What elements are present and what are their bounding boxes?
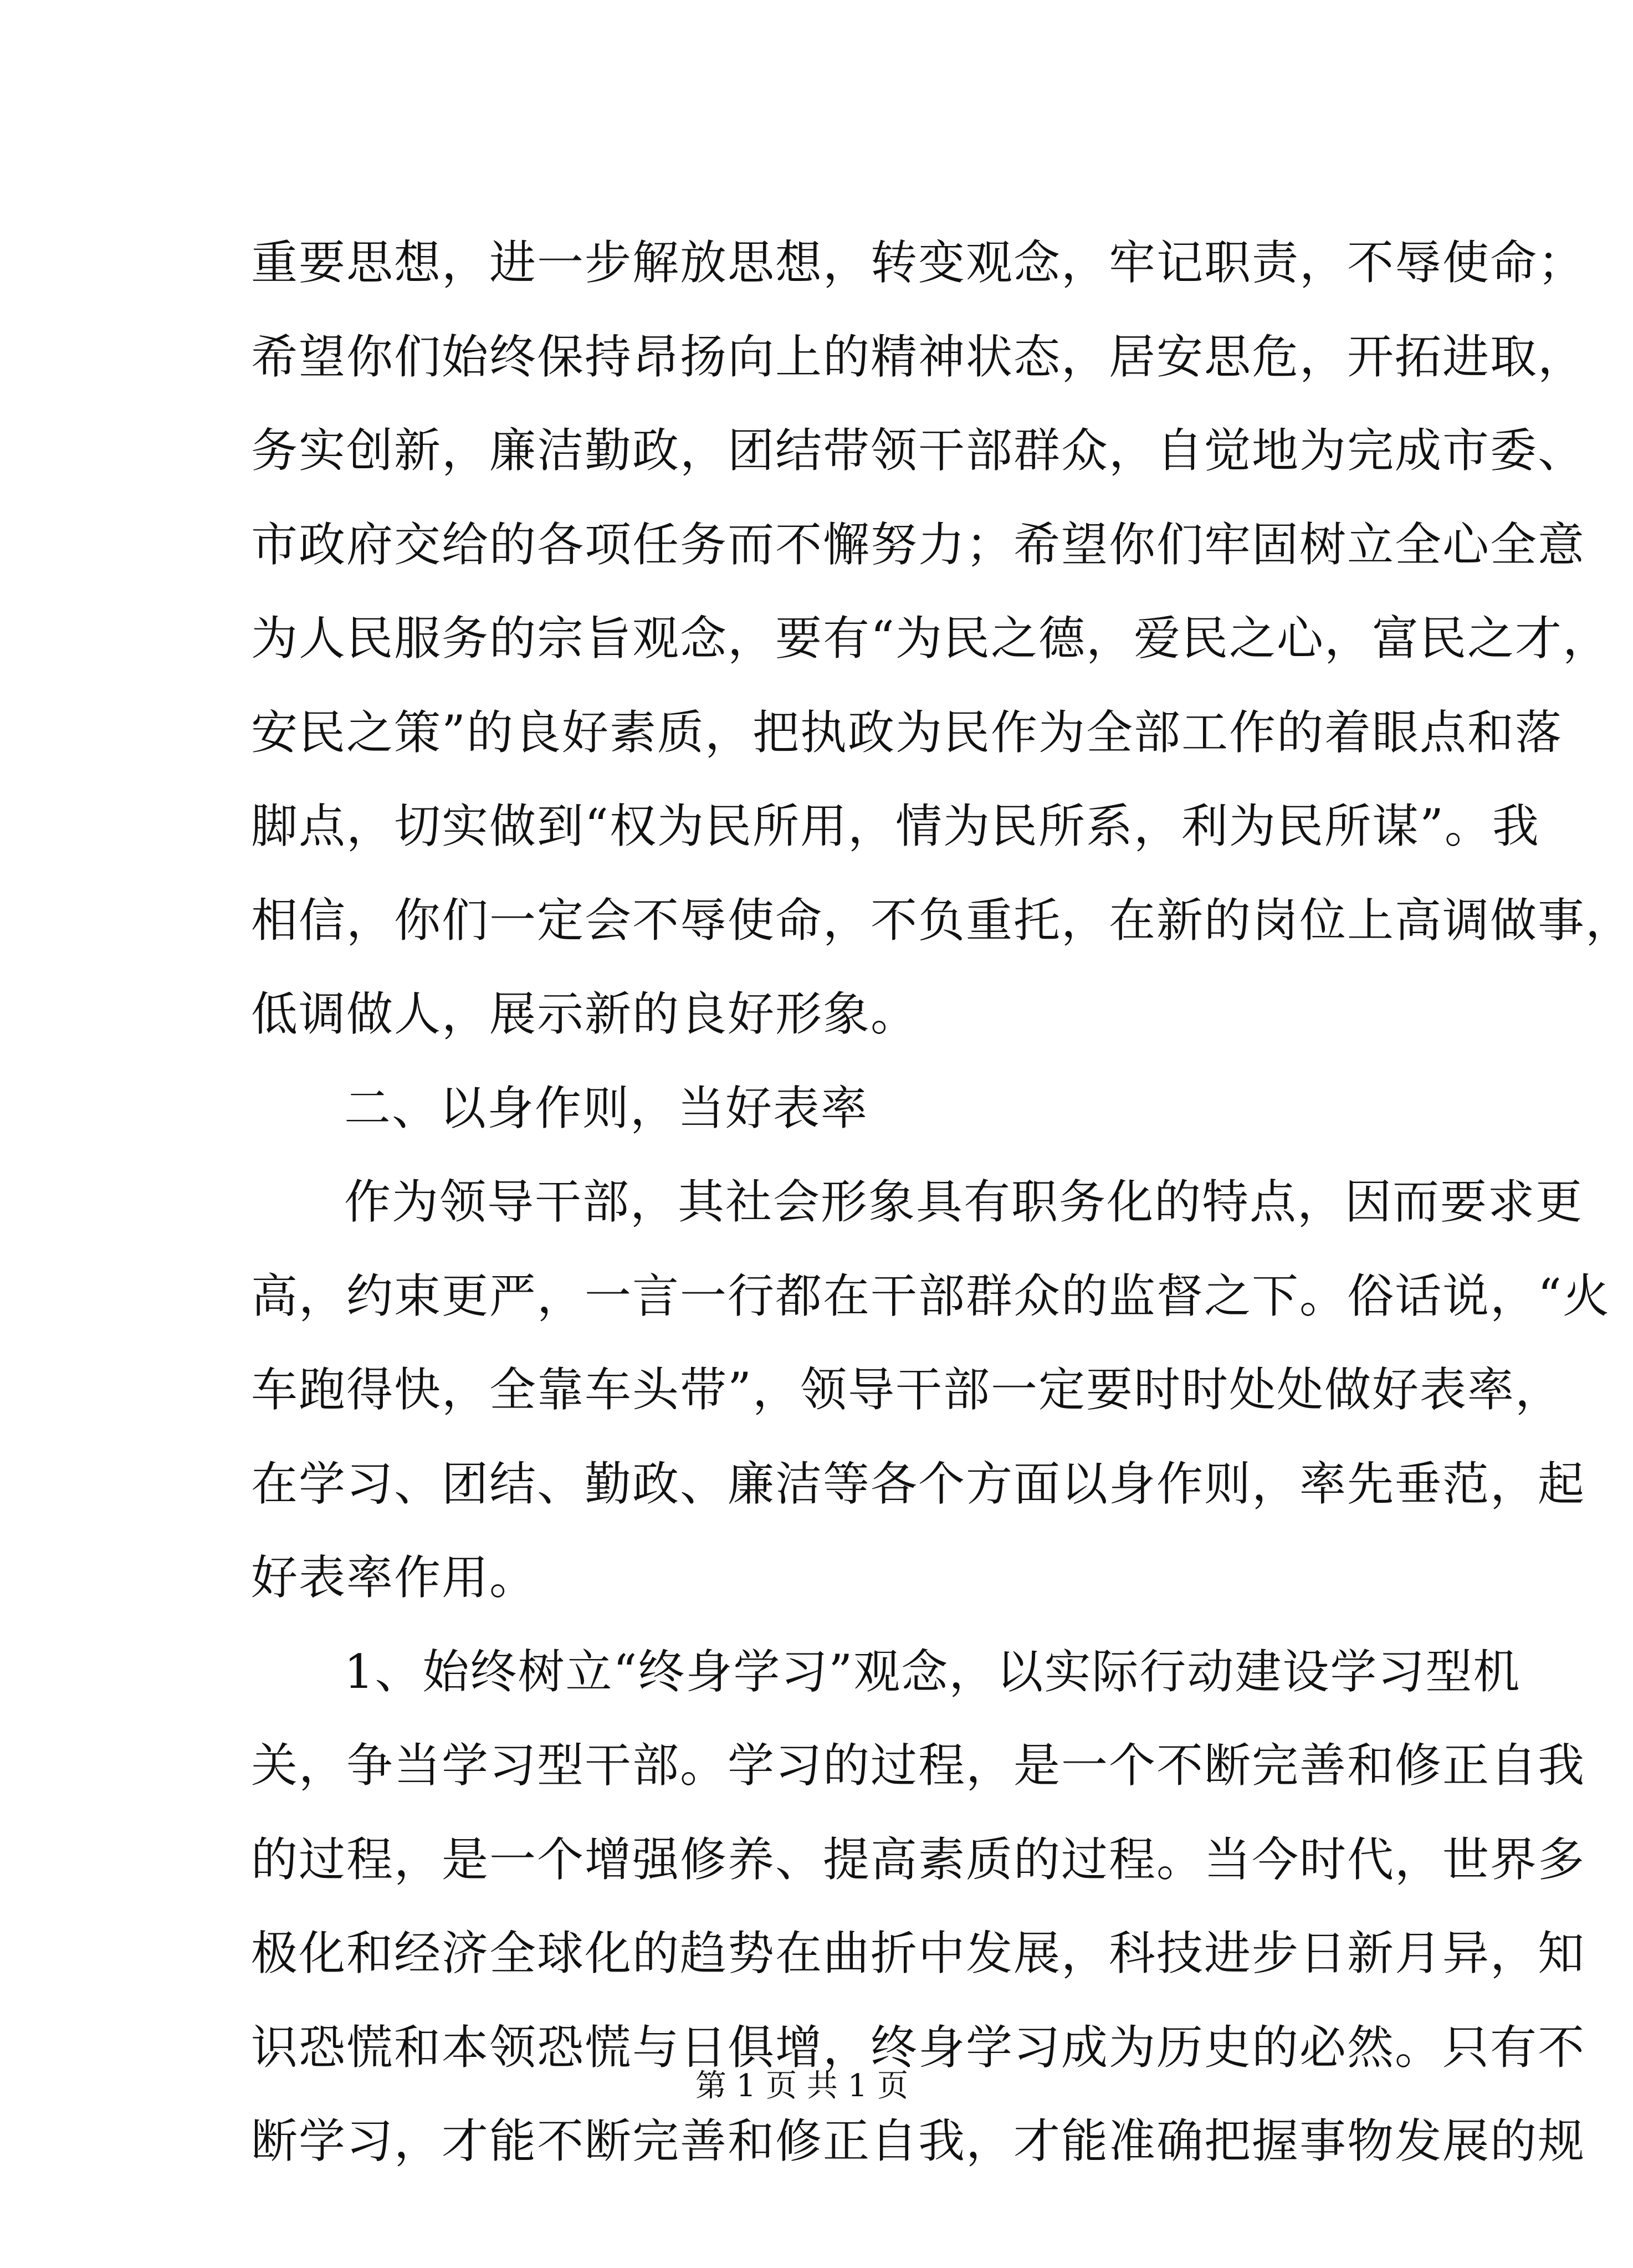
text-line: 希望你们始终保持昂扬向上的精神状态，居安思危，开拓进取，: [251, 329, 1586, 384]
text-line: 极化和经济全球化的趋势在曲折中发展，科技进步日新月异，知: [251, 1926, 1586, 1980]
text-line: 的过程，是一个增强修养、提高素质的过程。当今时代，世界多: [251, 1832, 1586, 1887]
body-text: [251, 216, 1633, 2189]
text-line: 务实创新，廉洁勤政，团结带领干部群众，自觉地为完成市委、: [251, 423, 1586, 478]
page-footer: 第 1 页 共 1 页: [695, 2068, 909, 2104]
text-line: 在学习、团结、勤政、廉洁等各个方面以身作则，率先垂范，起: [251, 1456, 1586, 1511]
text-line: 为人民服务的宗旨观念，要有“为民之德，爱民之心，富民之才，: [251, 611, 1610, 665]
text-line: 好表率作用。: [251, 1550, 537, 1605]
text-line: 相信，你们一定会不辱使命，不负重托，在新的岗位上高调做事，: [251, 893, 1633, 948]
text-line: 识恐慌和本领恐慌与日俱增，终身学习成为历史的必然。只有不: [251, 2020, 1586, 2075]
text-line: 车跑得快，全靠车头带”，领导干部一定要时时处处做好表率，: [251, 1363, 1563, 1417]
text-line: 高，约束更严，一言一行都在干部群众的监督之下。俗话说，“火: [251, 1268, 1610, 1323]
text-line: 脚点，切实做到“权为民所用，情为民所系，利为民所谋”。我: [251, 799, 1540, 853]
text-line: 市政府交给的各项任务而不懈努力；希望你们牢固树立全心全意: [251, 517, 1586, 572]
text-line: 低调做人，展示新的良好形象。: [251, 987, 919, 1041]
text-line: 作为领导干部，其社会形象具有职务化的特点，因而要求更: [344, 1175, 1584, 1229]
text-line: 1、始终树立“终身学习”观念，以实际行动建设学习型机: [344, 1644, 1521, 1699]
text-line: 断学习，才能不断完善和修正自我，才能准确把握事物发展的规: [251, 2114, 1586, 2168]
text-line: 安民之策”的良好素质，把执政为民作为全部工作的着眼点和落: [251, 705, 1563, 760]
text-line: 关，争当学习型干部。学习的过程，是一个不断完善和修正自我: [251, 1738, 1586, 1793]
text-line: 二、以身作则，当好表率: [344, 1081, 869, 1135]
text-line: 重要思想，进一步解放思想，转变观念，牢记职责，不辱使命；: [251, 235, 1586, 290]
